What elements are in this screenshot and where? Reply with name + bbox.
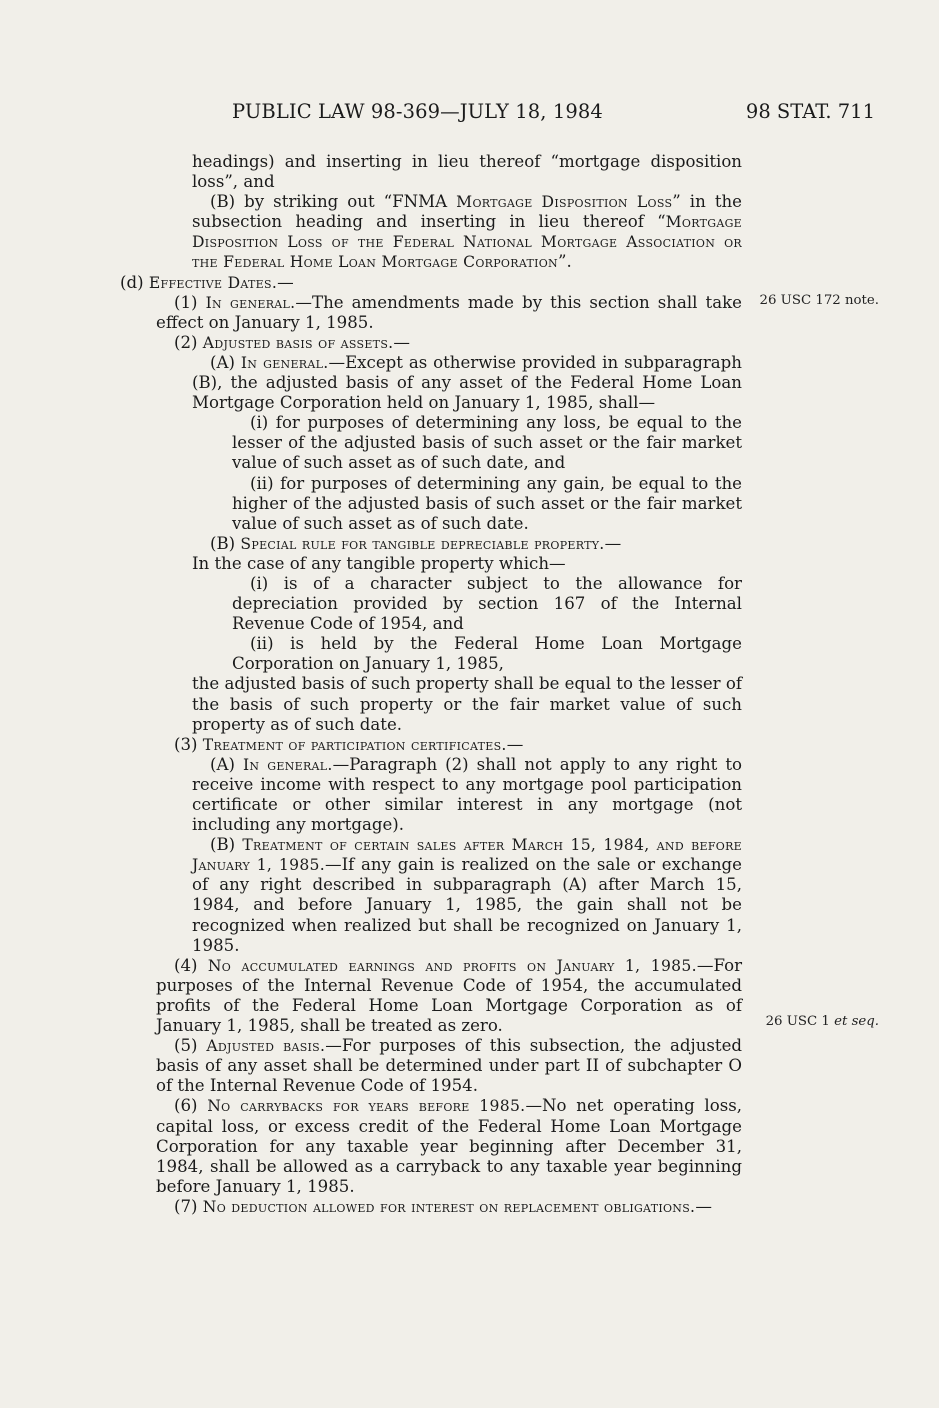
paragraph-heading: Adjusted basis.: [206, 1037, 326, 1056]
paragraph-d7: [120, 1197, 742, 1217]
paragraph-text: —For purposes of the Internal Revenue Code of 1954, the accumulated profits of the Federal Home Loan Mortgage Corporation as of January 1, 1985, shall be treated as zero.: [156, 955, 742, 1036]
margin-note-italic: et seq.: [834, 1014, 879, 1029]
paragraph-heading: No accumulated earnings and profits on January 1, 1985.: [207, 956, 697, 975]
subparagraph-heading: Special rule for tangible depreciable property.: [240, 534, 605, 553]
text-run: ”.: [557, 252, 572, 272]
page-header: [0, 100, 939, 130]
paragraph-number: (7): [174, 1196, 203, 1216]
subparagraph-text: —Except as otherwise provided in subparagraph (B), the adjusted basis of any asset of the Federal Home Loan Mortgage Corporation held on January 1, 1985, shall—: [192, 352, 742, 413]
subparagraph-d2b: [120, 534, 742, 554]
margin-note-usc-1: [766, 1014, 879, 1029]
paragraph-number: (2): [174, 332, 203, 352]
section-number: (d): [120, 272, 149, 292]
paragraph-d1: [120, 293, 742, 333]
clause-d2a-i: (i) for purposes of determining any loss, be equal to the lesser of the adjusted basis of such asset or the fair market value of such asset as of such date, and: [232, 413, 742, 473]
paragraph-number: (4): [174, 955, 208, 975]
body-text: [120, 152, 742, 1217]
text-run-smallcaps: Mortgage Disposition Loss: [456, 193, 673, 212]
subparagraph-number: (B): [210, 835, 243, 855]
paragraph-text: —No net operating loss, capital loss, or excess credit of the Federal Home Loan Mortgage Corporation for any taxable year beginning after December 31, 1984, shall be allowed as a carryback to any taxable year beginning before January 1, 1985.: [156, 1096, 743, 1196]
paragraph-b-striking: [120, 192, 742, 272]
paragraph-dash: —: [506, 734, 524, 754]
paragraph-number: (5): [174, 1036, 207, 1056]
paragraph-number: (1): [174, 292, 206, 312]
subparagraph-text: —If any gain is realized on the sale or exchange of any right described in subparagraph (A) after March 15, 1984, and before January 1, 1985, the gain shall not be recognized when realized but shall be recognized on January 1, 1985.: [192, 855, 742, 955]
paragraph-text: —The amendments made by this section shall take effect on January 1, 1985.: [156, 292, 742, 332]
subparagraph-d2a: [120, 353, 742, 413]
text-run: ” in the subsection heading and inserting in lieu thereof “: [192, 192, 742, 232]
section-dash: —: [277, 272, 294, 292]
clause-d2a-ii: (ii) for purposes of determining any gain, be equal to the higher of the adjusted basis of such asset or the fair market value of such asset as of such date.: [232, 473, 742, 533]
subparagraph-heading: In general.: [240, 353, 329, 372]
subparagraph-dash: —: [604, 533, 622, 553]
margin-note-text: 26 USC 1: [765, 1014, 835, 1029]
subsection-d-heading: [120, 273, 742, 293]
paragraph-heading: No deduction allowed for interest on replacement obligations.: [202, 1197, 696, 1216]
subparagraph-d3b: [120, 835, 742, 956]
paragraph-d5: [120, 1036, 742, 1096]
paragraph-heading: In general.: [205, 293, 296, 312]
paragraph-dash: —: [393, 332, 411, 352]
paragraph-d3-heading: [120, 735, 742, 755]
subparagraph-d3a: [120, 755, 742, 835]
margin-note-usc-172: 26 USC 172 note.: [759, 293, 879, 308]
paragraph-number: (3): [174, 734, 203, 754]
subparagraph-text: —Paragraph (2) shall not apply to any right to receive income with respect to any mortgage pool participation certificate or other similar interest in any mortgage (not including any mortgage).: [192, 754, 742, 835]
text-run-smallcaps: Mortgage Disposition Loss of the Federal National Mortgage Association or the Federal Home Loan Mortgage Corporation: [192, 213, 742, 272]
paragraph-heading: Adjusted basis of assets.: [202, 333, 394, 352]
clause-d2b-i: (i) is of a character subject to the allowance for depreciation provided by section 167 of the Internal Revenue Code of 1954, and: [232, 573, 742, 634]
paragraph-text: —For purposes of this subsection, the adjusted basis of any asset shall be determined under part II of subchapter O of the Internal Revenue Code of 1954.: [156, 1036, 743, 1096]
subparagraph-number: (A): [210, 754, 243, 774]
subparagraph-number: (A): [210, 352, 241, 372]
paragraph-dash: —: [695, 1196, 712, 1216]
subparagraph-number: (B): [210, 533, 241, 553]
paragraph-d4: [120, 956, 742, 1036]
paragraph-heading: Treatment of participation certificates.: [202, 735, 507, 754]
paragraph-d2-heading: [120, 333, 742, 353]
statute-page-number: 98 STAT. 711: [745, 100, 875, 123]
section-heading: Effective Dates.: [148, 273, 278, 292]
subparagraph-d2b-tail: the adjusted basis of such property shall be equal to the lesser of the basis of such property or the fair market value of such property as of such date.: [192, 674, 742, 734]
clause-d2b-ii: (ii) is held by the Federal Home Loan Mortgage Corporation on January 1, 1985,: [232, 634, 742, 674]
paragraph-headings: headings) and inserting in lieu thereof “mortgage disposition loss”, and: [192, 152, 742, 192]
subparagraph-d2b-text: In the case of any tangible property which—: [192, 553, 566, 573]
subparagraph-heading: Treatment of certain sales after March 15, 1984, and before January 1, 1985.: [192, 836, 742, 875]
paragraph-heading: No carrybacks for years before 1985.: [207, 1097, 526, 1116]
paragraph-d6: [120, 1096, 742, 1196]
paragraph-number: (6): [174, 1096, 208, 1116]
running-head: PUBLIC LAW 98-369—JULY 18, 1984: [232, 100, 603, 123]
text-run: (B) by striking out “FNMA: [210, 192, 457, 212]
subparagraph-heading: In general.: [242, 755, 333, 774]
